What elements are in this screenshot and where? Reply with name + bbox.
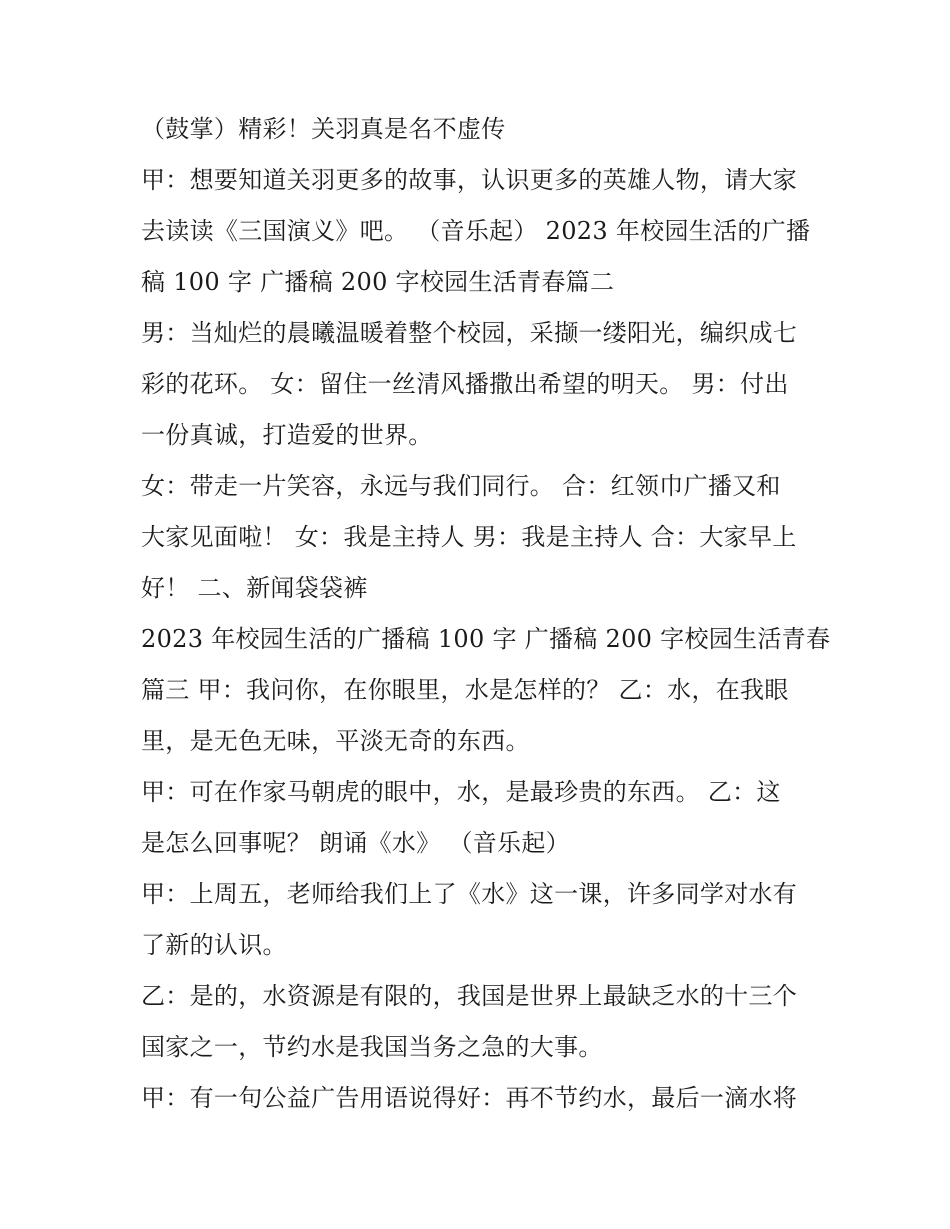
text-line: 2023 年校园生活的广播稿 100 字 广播稿 200 字校园生活青春 (141, 625, 831, 653)
text-line: 女：带走一片笑容，永远与我们同行。 合：红领巾广播又和 (141, 472, 781, 500)
text-line: 甲：可在作家马朝虎的眼中，水，是最珍贵的东西。 乙：这 (141, 778, 781, 806)
text-line: 里，是无色无味，平淡无奇的东西。 (141, 727, 530, 755)
text-line: 甲：想要知道关羽更多的故事，认识更多的英雄人物，请大家 (141, 166, 798, 194)
text-line: 一份真诚，打造爱的世界。 (141, 421, 433, 449)
document-body (141, 104, 831, 1124)
text-line: 好！ 二、新闻袋袋裤 (141, 574, 368, 602)
text-line: 甲：上周五，老师给我们上了《水》这一课，许多同学对水有 (141, 880, 798, 908)
text-line: 了新的认识。 (141, 931, 287, 959)
text-line: 是怎么回事呢？ 朗诵《水》 （音乐起） (141, 829, 570, 857)
text-line: 彩的花环。 女：留住一丝清风播撒出希望的明天。 男：付出 (141, 370, 789, 398)
text-line: 稿 100 字 广播稿 200 字校园生活青春篇二 (141, 268, 615, 296)
text-line: 男：当灿烂的晨曦温暖着整个校园，采撷一缕阳光，编织成七 (141, 319, 798, 347)
text-line: 大家见面啦！ 女：我是主持人 男：我是主持人 合：大家早上 (141, 523, 797, 551)
text-line: 国家之一，节约水是我国当务之急的大事。 (141, 1033, 603, 1061)
text-line: （鼓掌）精彩！关羽真是名不虚传 (141, 115, 506, 143)
text-line: 篇三 甲：我问你，在你眼里，水是怎样的？ 乙：水，在我眼 (141, 676, 789, 704)
text-line: 乙：是的，水资源是有限的，我国是世界上最缺乏水的十三个 (141, 982, 798, 1010)
text-line: 甲：有一句公益广告用语说得好：再不节约水，最后一滴水将 (141, 1084, 798, 1112)
text-line: 去读读《三国演义》吧。 （音乐起） 2023 年校园生活的广播 (141, 217, 811, 245)
